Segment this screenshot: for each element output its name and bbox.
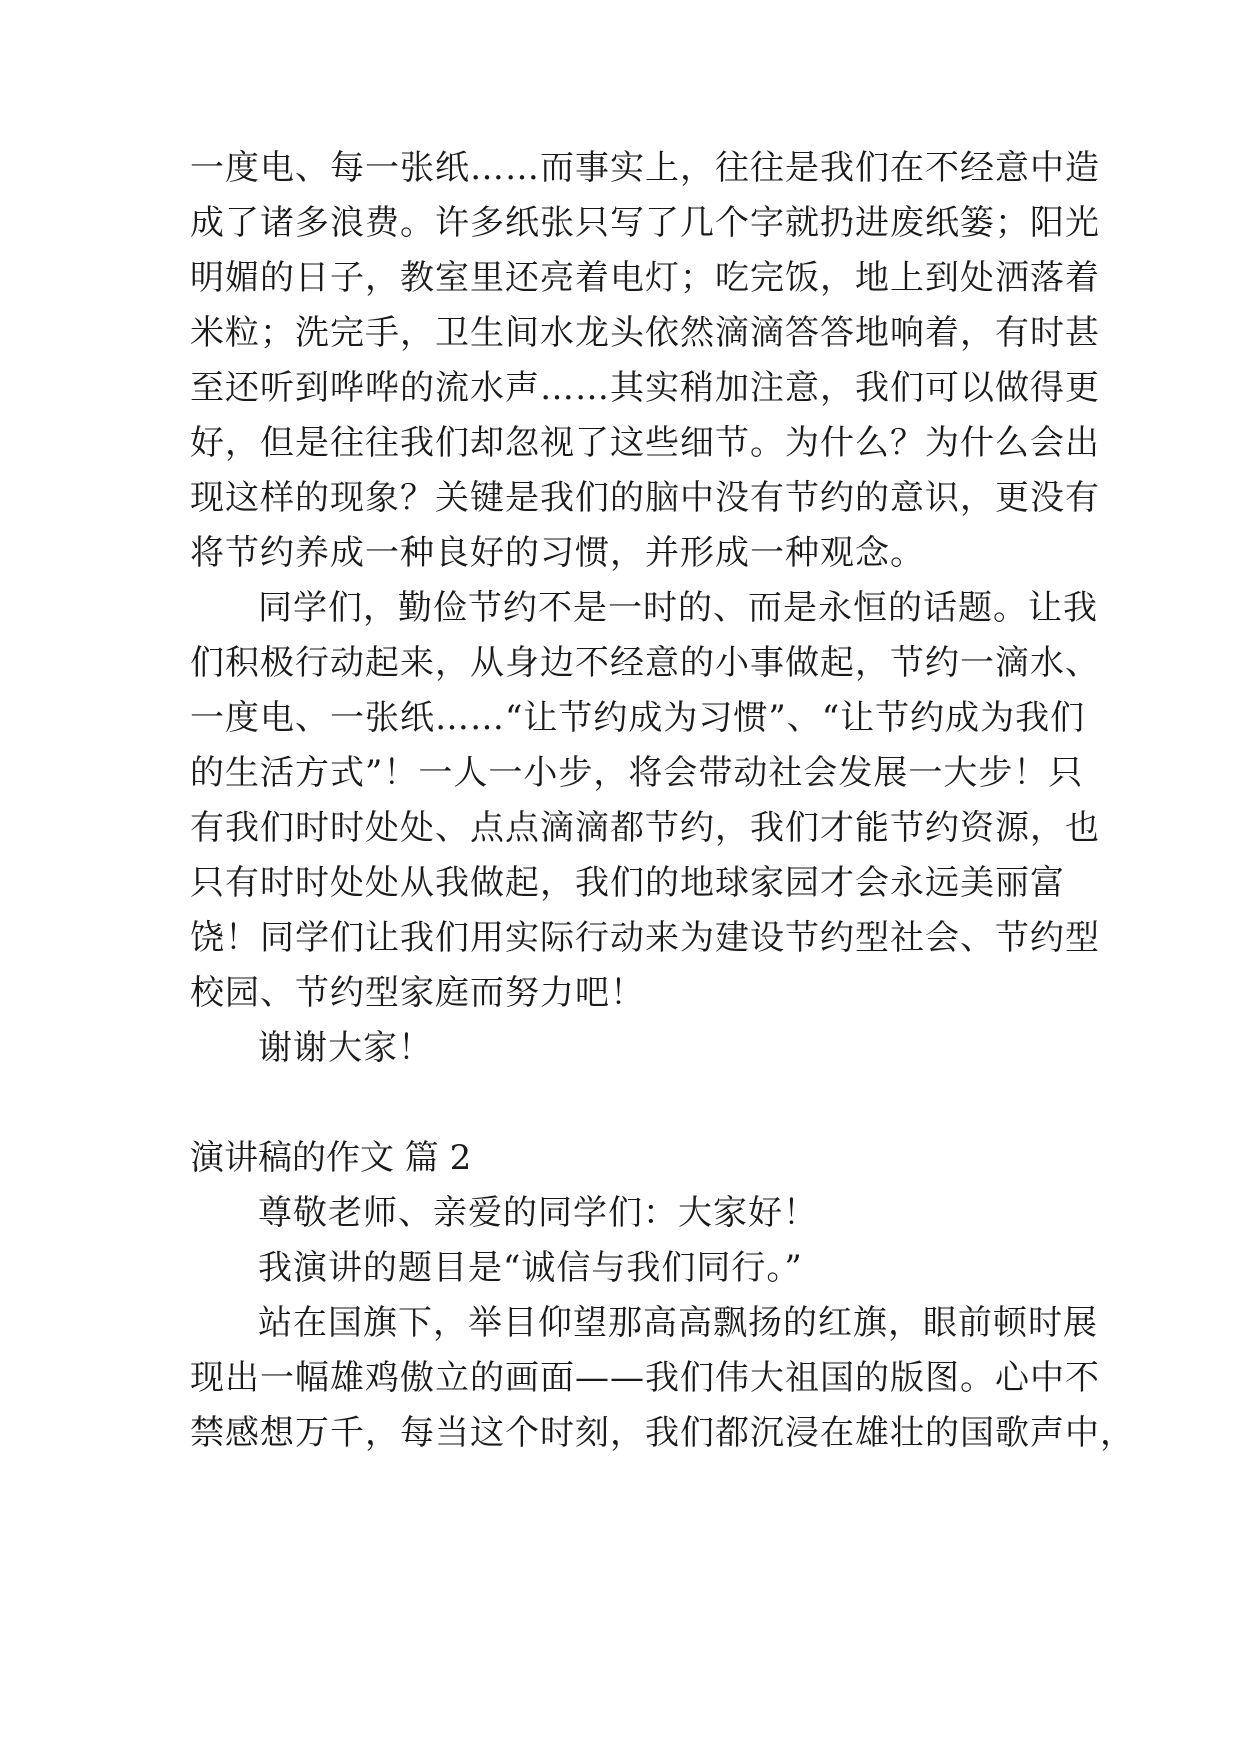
text-line: 将节约养成一种良好的习惯，并形成一种观念。 [190, 533, 925, 573]
text-line: 成了诸多浪费。许多纸张只写了几个字就扔进废纸篓；阳光 [190, 203, 1100, 243]
text-line: 的生活方式”！一人一小步，将会带动社会发展一大步！只 [190, 753, 1084, 793]
text-line: 只有时时处处从我做起，我们的地球家园才会永远美丽富 [190, 863, 1065, 903]
text-line: 校园、节约型家庭而努力吧！ [190, 973, 645, 1013]
text-line: 一度电、一张纸……“让节约成为习惯”、“让节约成为我们 [190, 698, 1086, 738]
text-line: 尊敬老师、亲爱的同学们：大家好！ [258, 1193, 818, 1233]
text-line: 们积极行动起来，从身边不经意的小事做起，节约一滴水、 [190, 643, 1100, 683]
text-line: 有我们时时处处、点点滴滴都节约，我们才能节约资源，也 [190, 808, 1100, 848]
text-line: 米粒；洗完手，卫生间水龙头依然滴滴答答地响着，有时甚 [190, 313, 1100, 353]
text-line: 同学们，勤俭节约不是一时的、而是永恒的话题。让我 [258, 588, 1098, 628]
text-line: 禁感想万千，每当这个时刻，我们都沉浸在雄壮的国歌声中， [190, 1413, 1135, 1453]
text-line: 站在国旗下，举目仰望那高高飘扬的红旗，眼前顿时展 [258, 1303, 1098, 1343]
section-heading: 演讲稿的作文 篇 2 [190, 1138, 472, 1178]
text-line: 饶！同学们让我们用实际行动来为建设节约型社会、节约型 [190, 918, 1100, 958]
text-line: 谢谢大家！ [258, 1028, 433, 1068]
text-line: 我演讲的题目是“诚信与我们同行。” [258, 1248, 803, 1288]
text-line: 好，但是往往我们却忽视了这些细节。为什么？为什么会出 [190, 423, 1100, 463]
text-line: 至还听到哗哗的流水声……其实稍加注意，我们可以做得更 [190, 368, 1100, 408]
text-line: 现出一幅雄鸡傲立的画面——我们伟大祖国的版图。心中不 [190, 1358, 1100, 1398]
text-line: 现这样的现象？关键是我们的脑中没有节约的意识，更没有 [190, 478, 1100, 518]
text-line: 一度电、每一张纸……而事实上，往往是我们在不经意中造 [190, 148, 1100, 188]
text-line: 明媚的日子，教室里还亮着电灯；吃完饭，地上到处洒落着 [190, 258, 1100, 298]
